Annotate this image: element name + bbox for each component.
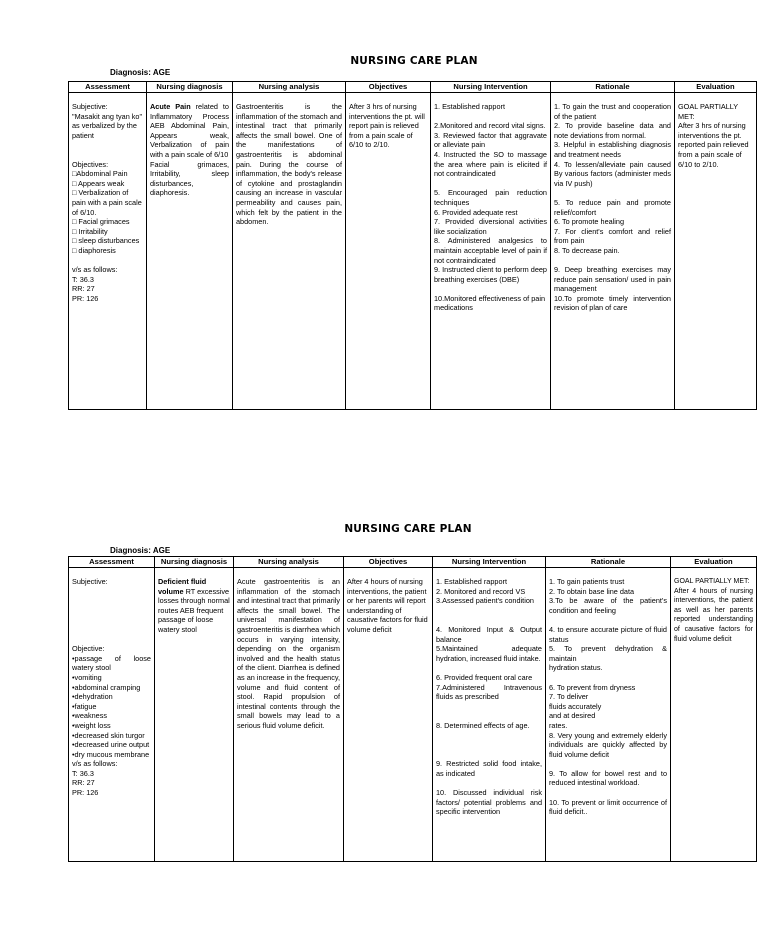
plan1-objectives-text: After 3 hrs of nursing interventions the pt. will report pain is relieved from a pain scale of 6/10 to 2/10. — [349, 102, 425, 150]
plan2-objectives-cell — [344, 568, 433, 862]
plan2-header-nursing-intervention: Nursing Intervention — [433, 557, 546, 568]
plan1-diagnosis-title: Acute Pain — [150, 102, 191, 111]
plan1-assessment-cell — [69, 93, 147, 410]
plan2-diagnosis-title: Deficient fluid volume — [158, 577, 207, 596]
plan2-assessment-cell — [69, 568, 155, 862]
plan1-table — [68, 81, 757, 410]
plan2-analysis-cell — [234, 568, 344, 862]
plan2-header-objectives: Objectives — [344, 557, 433, 568]
plan1-rationale-cell — [551, 93, 675, 410]
plan2-intervention-cell — [433, 568, 546, 862]
plan1-objectives-cell — [346, 93, 431, 410]
plan1-header-objectives: Objectives — [346, 82, 431, 93]
plan2-objectives-text: After 4 hours of nursing interventions, the patient or her parents will report understanding of causative factors for fluid volume deficit — [347, 577, 428, 634]
plan2-assessment-text: Subjective: Objective: •passage of loose watery stool •vomiting •abdominal cramping •dehydration •fatigue •weakness •weight loss •decreased skin turgor •decreased urine output •dry mucous membrane v/s as follows: T: 36.3 RR: 27 PR: 126 — [72, 577, 151, 798]
plan1-header-nursing-intervention: Nursing Intervention — [431, 82, 551, 93]
plan2-evaluation-text: GOAL PARTIALLY MET: After 4 hours of nursing interventions, the patient as well as her parents reported understanding of causative factors for fluid volume deficit — [674, 578, 753, 643]
plan2-header-nursing-diagnosis: Nursing diagnosis — [155, 557, 234, 568]
plan1-body-row — [69, 93, 757, 410]
plan2-header-row — [69, 557, 757, 568]
plan2-table — [68, 556, 757, 862]
plan1-header-evaluation: Evaluation — [675, 82, 757, 93]
plan1-diagnosis-cell — [147, 93, 233, 410]
plan1-diagnosis-text: related to Inflammatory Process AEB Abdominal Pain, Appears weak, Verbalization of pain with a pain scale of 6/10 Facial grimaces, Irritability, sleep disturbances, diaphoresis. — [150, 102, 229, 198]
plan2-analysis-text: Acute gastroenteritis is an inflammation of the stomach and intestinal tract that primarily affects the small bowel. The universal manifestation of gastroenteritis is diarrhea which occurs in varying intensity, depending on the organism involved and the health status of the client. Diarrhea is defined as an increase in the frequency, volume and fluid content of stool. Rapid propulsion of intestinal contents through the small bowels may lead to a serious fluid volume deficit. — [237, 577, 341, 730]
plan2-header-assessment: Assessment — [69, 557, 155, 568]
plan2-body-row — [69, 568, 757, 862]
plan1-intervention-cell — [431, 93, 551, 410]
plan2-diagnosis-label: Diagnosis: AGE — [110, 546, 171, 555]
plan1-header-nursing-diagnosis: Nursing diagnosis — [147, 82, 233, 93]
plan1-title: NURSING CARE PLAN — [350, 55, 478, 67]
plan1-assessment-text: Subjective: "Masakit ang tyan ko" as verbalized by the patient Objectives: □Abdominal Pain □ Appears weak □ Verbalization of pain with a pain scale of 6/10. □ Facial grimaces □ Irritability □ sleep disturbances □ diaphoresis v/s as follows: T: 36.3 RR: 27 PR: 126 — [72, 102, 143, 303]
plan1-analysis-cell — [233, 93, 346, 410]
plan2-rationale-cell — [546, 568, 671, 862]
plan1-evaluation-text: GOAL PARTIALLY MET: After 3 hrs of nursing interventions the pt. reported pain relieved from a pain scale of 6/10 to 2/10. — [678, 102, 749, 169]
plan1-analysis-text: Gastroenteritis is the inflammation of the stomach and intestinal tract that primarily affects the small bowel. One of the manifestations of gastroenteritis is abdominal pain. During the course of inflammation, the body's release of cytokine and prostaglandin causing an increase in vascular permeability and causes pain, which felt by the patient in the abdomen. — [236, 102, 342, 227]
plan1-header-nursing-analysis: Nursing analysis — [233, 82, 346, 93]
plan1-rationale-text: 1. To gain the trust and cooperation of the patient 2. To provide baseline data and note deviations from normal. 3. Helpful in establishing diagnosis and treatment needs 4. To lessen/alleviate pain caused By various factors (administer meds via IV push) 5. To reduce pain and promote relief/comfort 6. To promote healing 7. For client's comfort and relief from pain 8. To decrease pain. 9. Deep breathing exercises may reduce pain sensation/ used in pain management 10.To promote timely intervention revision of plan of care — [554, 102, 671, 313]
plan2-header-rationale: Rationale — [546, 557, 671, 568]
plan1-evaluation-cell — [675, 93, 757, 410]
plan1-header-rationale: Rationale — [551, 82, 675, 93]
plan1-header-row — [69, 82, 757, 93]
plan2-rationale-text: 1. To gain patients trust 2. To obtain base line data 3.To be aware of the patient's condition and feeling 4. to ensure accurate picture of fluid status 5. To prevent dehydration & maintain hydration status. 6. To prevent from dryness 7. To deliver fluids accurately and at desired rates. 8. Very young and extremely elderly individuals are quickly affected by fluid volume deficit 9. To allow for bowel rest and to reduced intestinal workload. 10. To prevent or limit occurrence of fluid deficit.. — [549, 577, 667, 817]
plan2-diagnosis-cell — [155, 568, 234, 862]
plan2-header-evaluation: Evaluation — [671, 557, 757, 568]
plan1-intervention-text: 1. Established rapport 2.Monitored and record vital signs. 3. Reviewed factor that aggravate or alleviate pain 4. Instructed the SO to massage the area where pain is elicited if not contraindicated 5. Encouraged pain reduction techniques 6. Provided adequate rest 7. Provided diversional activities like socialization 8. Administered analgesics to maintain acceptable level of pain if not contraindicated 9. Instructed client to perform deep breathing exercises (DBE) 10.Monitored effectiveness of pain medications — [434, 102, 547, 313]
plan2-title: NURSING CARE PLAN — [344, 523, 472, 535]
plan1-diagnosis-label: Diagnosis: AGE — [110, 68, 171, 77]
plan2-intervention-text: 1. Established rapport 2. Monitored and record VS 3.Assessed patient's condition 4. Monitored Input & Output balance 5.Maintained adequate hydration, increased fluid intake. 6. Provided frequent oral care 7.Administered Intravenous fluids as prescribed 8. Determined effects of age. 9. Restricted solid food intake, as indicated 10. Discussed individual risk factors/ potential problems and specific intervention — [436, 577, 542, 817]
plan2-evaluation-cell — [671, 568, 757, 862]
plan2-diagnosis-text: RT excessive losses through normal routes AEB frequent passage of loose watery stool — [158, 586, 230, 634]
plan1-header-assessment: Assessment — [69, 82, 147, 93]
plan2-header-nursing-analysis: Nursing analysis — [234, 557, 344, 568]
